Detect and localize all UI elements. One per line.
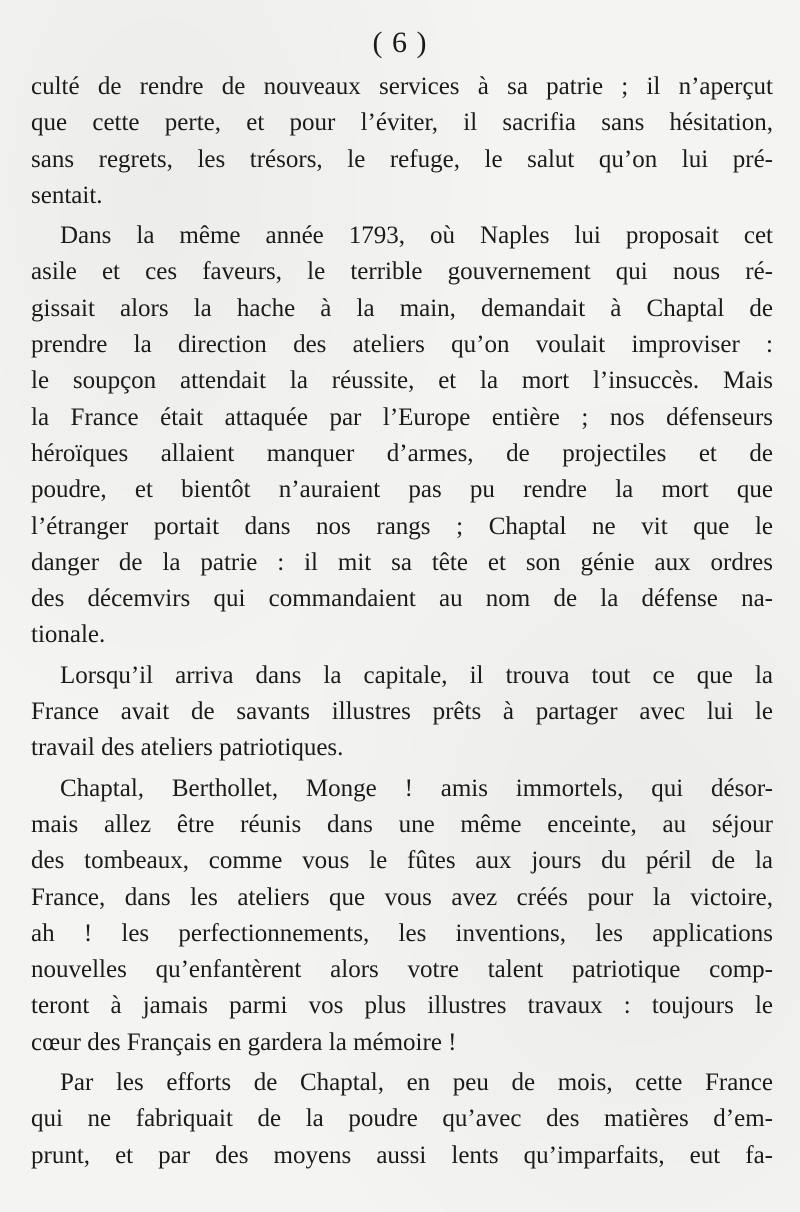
text-line: France, dans les ateliers que vous avez créés pour la victoire, bbox=[31, 883, 773, 911]
text-line: poudre, et bientôt n’auraient pas pu rendre la mort que bbox=[31, 476, 773, 504]
text-line: asile et ces faveurs, le terrible gouvernement qui nous ré- bbox=[31, 258, 773, 286]
body-text bbox=[31, 69, 773, 1178]
text-line: Dans la même année 1793, où Naples lui proposait cet bbox=[60, 222, 773, 250]
text-line: prendre la direction des ateliers qu’on voulait improviser : bbox=[31, 331, 773, 359]
paragraph bbox=[31, 658, 773, 767]
text-line: sentait. bbox=[31, 181, 103, 209]
text-line: qui ne fabriquait de la poudre qu’avec des matières d’em- bbox=[31, 1105, 773, 1133]
text-line: cœur des Français en gardera la mémoire ! bbox=[31, 1028, 457, 1056]
text-line: mais allez être réunis dans une même enceinte, au séjour bbox=[31, 810, 773, 838]
text-line: sans regrets, les trésors, le refuge, le salut qu’on lui pré- bbox=[31, 145, 773, 173]
text-line: des décemvirs qui commandaient au nom de la défense na- bbox=[31, 585, 773, 613]
text-line: ah ! les perfectionnements, les inventions, les applications bbox=[31, 919, 773, 947]
text-line: travail des ateliers patriotiques. bbox=[31, 734, 344, 762]
text-line: Lorsqu’il arriva dans la capitale, il trouva tout ce que la bbox=[60, 661, 773, 689]
paragraph bbox=[31, 1065, 773, 1174]
text-line: culté de rendre de nouveaux services à sa patrie ; il n’aperçut bbox=[31, 73, 773, 100]
text-line: Chaptal, Berthollet, Monge ! amis immortels, qui désor- bbox=[60, 774, 773, 802]
text-line: gissait alors la hache à la main, demandait à Chaptal de bbox=[31, 294, 773, 322]
text-line: danger de la patrie : il mit sa tête et son génie aux ordres bbox=[31, 548, 773, 576]
text-line: nouvelles qu’enfantèrent alors votre talent patriotique comp- bbox=[31, 956, 773, 984]
text-line: prunt, et par des moyens aussi lents qu’imparfaits, eut fa- bbox=[31, 1141, 773, 1169]
text-line: teront à jamais parmi vos plus illustres travaux : toujours le bbox=[31, 992, 773, 1020]
page-number: ( 6 ) bbox=[372, 26, 428, 59]
text-line: que cette perte, et pour l’éviter, il sacrifia sans hésitation, bbox=[31, 109, 773, 137]
paragraph bbox=[31, 771, 773, 1061]
text-line: l’étranger portait dans nos rangs ; Chaptal ne vit que le bbox=[31, 512, 773, 540]
text-line: des tombeaux, comme vous le fûtes aux jours du péril de la bbox=[31, 847, 773, 875]
text-line: Par les efforts de Chaptal, en peu de mois, cette France bbox=[60, 1069, 773, 1097]
text-line: France avait de savants illustres prêts à partager avec lui le bbox=[31, 698, 773, 726]
text-line: tionale. bbox=[31, 621, 106, 649]
paragraph bbox=[31, 218, 773, 654]
text-line: héroïques allaient manquer d’armes, de projectiles et de bbox=[31, 439, 773, 467]
text-line: le soupçon attendait la réussite, et la mort l’insuccès. Mais bbox=[31, 367, 773, 395]
paragraph bbox=[31, 69, 773, 214]
text-line: la France était attaquée par l’Europe entière ; nos défenseurs bbox=[31, 403, 773, 431]
